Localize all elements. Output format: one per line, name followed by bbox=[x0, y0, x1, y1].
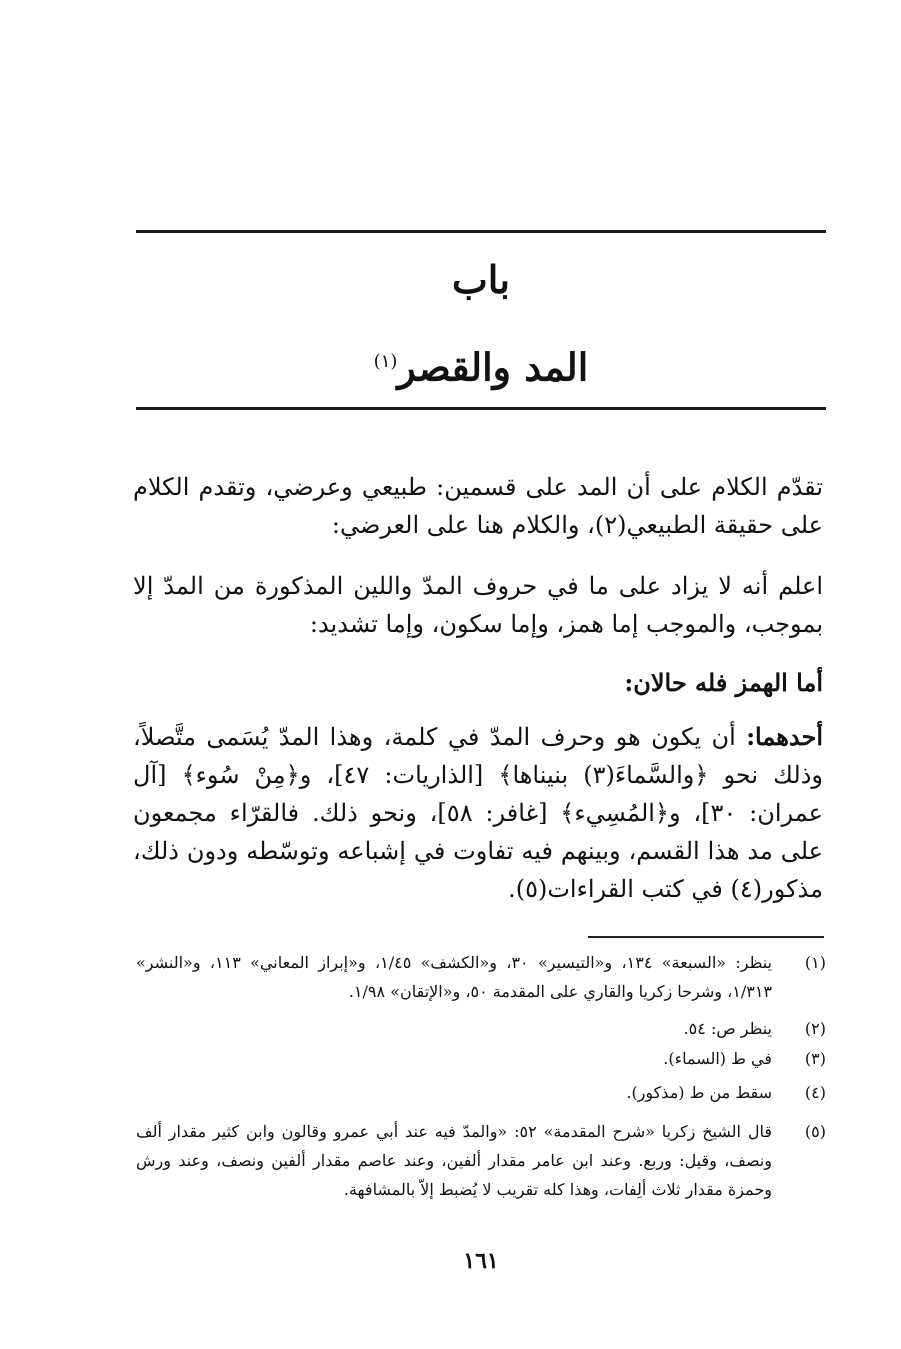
paragraph-4-lead: أحدهما: bbox=[746, 722, 823, 751]
paragraph-4-body: أن يكون هو وحرف المدّ في كلمة، وهذا المدّ يُسَمى متَّصلاً، وذلك نحو ﴿والسَّماءَ(٣) بنيناها﴾ [الذاريات: ٤٧]، و﴿مِنْ سُوء﴾ [آل عمران: ٣٠]، و﴿المُسِيء﴾ [غافر: ٥٨]، ونحو ذلك. فالقرّاء مجمعون على مد هذا القسم، وبينهم فيه تفاوت في إشباعه وتوسّطه ودون ذلك، مذكور(٤) في كتب القراءات(٥). bbox=[133, 723, 823, 903]
paragraph-1: تقدّم الكلام على أن المد على قسمين: طبيعي وعرضي، وتقدم الكلام على حقيقة الطبيعي(٢)، والكلام هنا على العرضي: bbox=[133, 473, 823, 539]
bottom-rule bbox=[136, 407, 826, 410]
footnote-text: ينظر ص: ٥٤. bbox=[683, 1019, 772, 1038]
footnote-2 bbox=[136, 1014, 826, 1043]
chapter-title-note: (١) bbox=[373, 351, 398, 372]
footnote-4 bbox=[136, 1078, 826, 1107]
chapter-title-line2: المد والقصر bbox=[397, 344, 589, 390]
footnote-text: في ط (السماء). bbox=[663, 1049, 772, 1068]
footnote-number: (٥) bbox=[804, 1122, 826, 1141]
footnote-number: (٢) bbox=[804, 1019, 826, 1038]
footnote-number: (١) bbox=[804, 953, 826, 972]
footnote-number: (٤) bbox=[804, 1083, 826, 1102]
footnote-text: ينظر: «السبعة» ١٣٤، و«التيسير» ٣٠، و«الكشف» ١/٤٥، و«إبراز المعاني» ١١٣، و«النشر» ١/٣١٣، وشرحا زكريا والقاري على المقدمة ٥٠، و«الإتقان» ١/٩٨. bbox=[136, 953, 773, 1001]
chapter-title-bab bbox=[136, 252, 826, 308]
footnote-3 bbox=[136, 1044, 826, 1073]
top-rule bbox=[136, 230, 826, 233]
chapter-title-line1: باب bbox=[452, 257, 510, 302]
paragraph-4 bbox=[133, 718, 823, 934]
footnote-1 bbox=[136, 948, 826, 1006]
page-number: ١٦١ bbox=[463, 1248, 499, 1274]
footnote-5 bbox=[136, 1117, 826, 1204]
footnote-text: سقط من ط (مذكور). bbox=[626, 1083, 772, 1102]
footnote-number: (٣) bbox=[804, 1049, 826, 1068]
paragraph-2: اعلم أنه لا يزاد على ما في حروف المدّ واللين المذكورة من المدّ إلا بموجب، والموجب إما همز، وإما سكون، وإما تشديد: bbox=[133, 572, 824, 638]
footnote-text: قال الشيخ زكريا «شرح المقدمة» ٥٢: «والمدّ فيه عند أبي عمرو وقالون وابن كثير مقدار ألف ونصف، وقيل: وربع. وعند ابن عامر مقدار ألفين، وعند عاصم مقدار ألفين ونصف، وعند ورش وحمزة مقدار ثلاث ألِفات، وهذا كله تقريب لا يُضبط إلاّ بالمشافهة. bbox=[136, 1122, 773, 1199]
footnote-separator bbox=[588, 936, 824, 938]
chapter-title-main bbox=[136, 334, 826, 396]
paragraph-3-heading: أما الهمز فله حالان: bbox=[624, 668, 823, 697]
